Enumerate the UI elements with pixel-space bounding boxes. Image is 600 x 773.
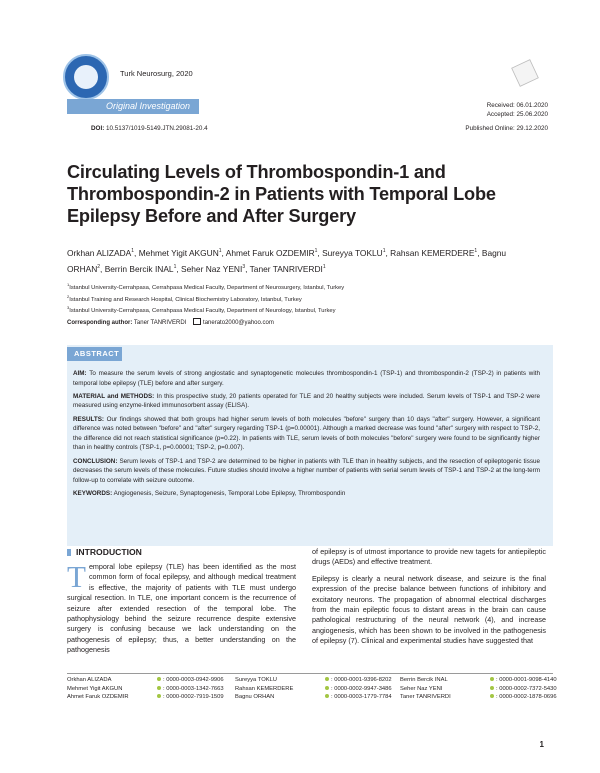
affiliation-text: Istanbul University-Cerrahpasa, Cerrahpasa Medical Faculty, Department of Neurology, Istanbul, Turkey — [69, 308, 336, 315]
abstract-heading: ABSTRACT — [67, 347, 122, 361]
author-affiliation-mark: 1 — [314, 248, 318, 254]
orcid-icon — [157, 686, 161, 690]
orcid-icon — [157, 677, 161, 681]
doi — [91, 125, 208, 132]
orcid-icon — [490, 686, 494, 690]
author-affiliation-mark: 1 — [218, 248, 222, 254]
body-column-left — [67, 559, 296, 656]
introduction-heading-text: INTRODUCTION — [76, 547, 142, 557]
page-number: 1 — [539, 740, 544, 749]
author-affiliation-mark: 3 — [242, 263, 246, 270]
corresponding-email[interactable]: tanerato2000@yahoo.com — [203, 319, 274, 326]
author-name: Ahmet Faruk OZDEMIR — [225, 247, 315, 258]
corresponding-author — [67, 319, 274, 326]
footer-divider — [67, 673, 553, 674]
doi-label: DOI: — [91, 125, 105, 132]
orcid-icon — [325, 686, 329, 690]
orcid-author-name: Orkhan ALIZADA — [67, 677, 112, 683]
abstract-results — [73, 415, 540, 453]
results-label: RESULTS: — [73, 415, 105, 423]
author-affiliation-mark: 2 — [97, 263, 101, 270]
intro-paragraph-2: of epilepsy is of utmost importance to provide new tagets for antiepileptic drugs (AEDs) and effective treatment. — [312, 547, 546, 567]
intro-paragraph-1: emporal lobe epilepsy (TLE) has been identified as the most common form of focal epilepsy, and although medical treatment is effective, the majority of patients with TLE must undergo surgical resection. In TLE, one important concern is the recurrence of seizure after extended resection of the temporal lobe. The pathophysiology behind the seizure recurrence despite extensive surgery is confusing because we lack understanding on the pathogenesis of epilepsy; thus, a better understanding on the pathogenesis — [67, 562, 296, 655]
affiliation-number: 3 — [67, 305, 70, 311]
orcid-id-link[interactable]: : 0000-0002-7372-5430 — [496, 685, 557, 692]
society-seal-icon — [63, 54, 109, 100]
affiliation-line — [67, 293, 537, 305]
orcid-author-name: Berrin Bercik INAL — [400, 677, 448, 683]
orcid-id-link[interactable]: : 0000-0002-9947-3486 — [331, 685, 392, 692]
affiliation-text: Istanbul University-Cerrahpasa, Cerrahpasa Medical Faculty, Department of Neurosurgery, Istanbul, Turkey — [69, 284, 345, 291]
author-name: Taner TANRIVERDI — [249, 263, 323, 274]
orcid-author-name: Seher Naz YENI — [400, 685, 443, 692]
orcid-entry — [67, 685, 224, 694]
orcid-author-name: Rahsan KEMERDERE — [235, 685, 294, 692]
author-affiliation-mark: 1 — [474, 248, 478, 254]
aim-label: AIM: — [73, 370, 87, 377]
intro-paragraph-3: Epilepsy is clearly a neural network disease, and seizure is the final expression of the precise balance between functions of inhibitory and excitatory neurons. The propagation of abnormal electrical discharges from the main epileptic focus to distant areas in the brain can cause pathological restructuring of the neural network (4), and increase angiogenesis, which has been shown to be involved in the pathogenesis of epilepsy (7). Clinical and experimental studies have suggested that — [312, 573, 546, 646]
affiliations — [67, 281, 537, 316]
orcid-icon — [490, 694, 494, 698]
abstract-text — [73, 369, 540, 502]
orcid-author-name: Bagnu ORHAN — [235, 694, 275, 701]
methods-text: In this prospective study, 20 patients operated for TLE and 20 healthy subjects were included. Serum levels of TSP-1 and TSP-2 were measured using enzyme-linked immunosorbent assay (ELISA). — [73, 392, 540, 410]
corresponding-label: Corresponding author: — [67, 319, 133, 326]
orcid-author-name: Sureyya TOKLU — [235, 677, 277, 683]
orcid-icon — [157, 694, 161, 698]
author-name: Bagnu ORHAN — [67, 247, 507, 274]
orcid-icon — [325, 677, 329, 681]
orcid-id-link[interactable]: : 0000-0003-1779-7784 — [331, 694, 392, 701]
author-name: Sureyya TOKLU — [322, 247, 383, 258]
author-name: Rahsan KEMERDERE — [390, 247, 475, 258]
conclusion-text: Serum levels of TSP-1 and TSP-2 are determined to be higher in patients with TLE than in healthy subjects, and the resection of epileptogenic tissue decreases the serum levels of these molecules. Future studies should involve a higher number of patients with serial serum levels of TSP-1 and TSP-2 at the long-term follow-up to correlate with seizure outcome. — [73, 457, 541, 484]
article-dates — [487, 101, 548, 119]
author-affiliation-mark: 1 — [131, 248, 135, 254]
author-name: Mehmet Yigit AKGUN — [138, 247, 219, 258]
affiliation-line — [67, 304, 537, 316]
section-label: Original Investigation — [67, 99, 199, 114]
envelope-icon — [193, 318, 201, 325]
orcid-icon — [490, 677, 494, 681]
orcid-entry — [235, 676, 392, 685]
abstract-aim — [73, 369, 540, 388]
corner-stamp-icon — [509, 57, 541, 89]
accepted-date: Accepted: 25.06.2020 — [486, 111, 548, 118]
published-date: Published Online: 29.12.2020 — [465, 125, 548, 132]
journal-name: Turk Neurosurg, 2020 — [120, 69, 193, 78]
orcid-id-link[interactable]: : 0000-0001-9098-4140 — [496, 677, 557, 683]
orcid-entry — [400, 693, 557, 702]
orcid-entry — [67, 676, 224, 685]
section-marker-icon — [67, 549, 71, 556]
affiliation-number: 1 — [67, 282, 70, 287]
orcid-author-name: Ahmet Faruk OZDEMIR — [67, 694, 129, 701]
drop-cap: T — [67, 559, 86, 594]
author-name: Berrin Bercik INAL — [104, 263, 174, 274]
affiliation-line — [67, 281, 537, 293]
orcid-entry — [235, 693, 392, 702]
article-title: Circulating Levels of Thrombospondin-1 and Thrombospondin-2 in Patients with Temporal Lobe Epilepsy Before and After Surgery — [67, 162, 496, 226]
orcid-entry — [67, 693, 224, 702]
affiliation-text: Istanbul Training and Research Hospital, Clinical Biochemistry Laboratory, Istanbul, Turkey — [69, 296, 302, 303]
orcid-entry — [400, 685, 557, 694]
abstract-methods — [73, 392, 540, 411]
received-date: Received: 06.01.2020 — [486, 102, 548, 109]
orcid-id-link[interactable]: : 0000-0002-1878-0696 — [496, 694, 557, 701]
orcid-author-name: Mehmet Yigit AKGUN — [67, 685, 123, 692]
doi-link[interactable]: 10.5137/1019-5149.JTN.29081-20.4 — [106, 125, 208, 132]
keywords-label: KEYWORDS: — [73, 489, 113, 497]
abstract-conclusion — [73, 457, 540, 486]
orcid-id-link[interactable]: : 0000-0002-7919-1509 — [163, 694, 224, 701]
author-affiliation-mark: 1 — [322, 263, 326, 270]
results-text: Our findings showed that both groups had higher serum levels of both molecules "before" surgery than 10 days "after" surgery. However, a significant difference was noted between "before" and "after" surgery regarding TSP-1 (p=0.00001). Although a marked decrease was found "after" surgery with respect to TSP-2, the difference did not reach statistical significance (p=0.22). In patients with TLE, serum levels of both molecules "before" surgery were found to be significantly higher than in healthy controls (TSP-1, p=0.00001; TSP-2, p=0.007). — [73, 415, 540, 452]
body-column-right — [312, 547, 546, 653]
orcid-icon — [325, 694, 329, 698]
orcid-id-link[interactable]: : 0000-0003-0942-9906 — [163, 677, 224, 683]
author-affiliation-mark: 1 — [382, 248, 386, 254]
affiliation-number: 2 — [67, 293, 70, 299]
author-name: Orkhan ALIZADA — [67, 247, 132, 258]
orcid-id-link[interactable]: : 0000-0001-9396-8202 — [331, 677, 392, 683]
conclusion-label: CONCLUSION: — [73, 457, 118, 465]
introduction-heading — [67, 547, 142, 557]
orcid-entry — [400, 676, 557, 685]
author-name: Seher Naz YENI — [181, 263, 243, 274]
orcid-entry — [235, 685, 392, 694]
aim-text: To measure the serum levels of strong angiostatic and synaptogenetic molecules thrombospondin-1 (TSP-1) and thrombospondin-2 (TSP-2) in patients with temporal lobe epilepsy (TLE) before and after surgery. — [73, 370, 540, 387]
methods-label: MATERIAL and METHODS: — [73, 392, 155, 400]
orcid-author-name: Taner TANRIVERDI — [400, 694, 451, 701]
orcid-id-link[interactable]: : 0000-0003-1342-7663 — [163, 685, 224, 692]
keywords-text: Angiogenesis, Seizure, Synaptogenesis, Temporal Lobe Epilepsy, Thrombospondin — [113, 489, 346, 497]
author-list: Orkhan ALIZADA$^1$, Mehmet Yigit AKGUN$^1$, Ahmet Faruk OZDEMIR$^1$, Sureyya TOKLU$^1$, Rahsan KEMERDERE$^1$, Bagnu ORHAN$^2$, Berrin Bercik INAL$^1$, Seher Naz YENI$^3$, Taner TANRIVERDI$^1$ — [67, 247, 507, 274]
corresponding-name: Taner TANRIVERDI — [133, 319, 187, 326]
abstract-keywords — [73, 489, 540, 499]
author-affiliation-mark: 1 — [173, 263, 177, 270]
